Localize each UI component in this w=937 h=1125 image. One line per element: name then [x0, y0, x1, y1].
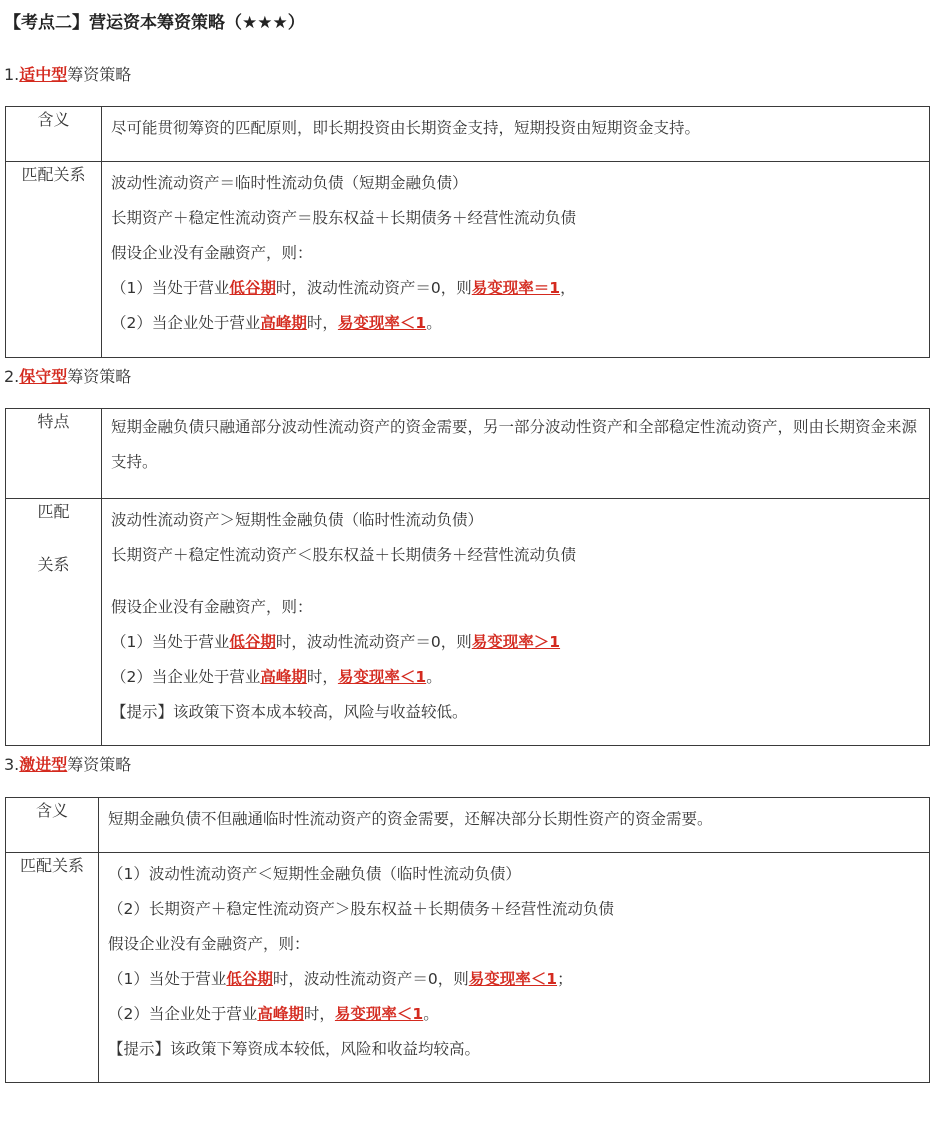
- strategy-name: 激进型: [19, 755, 68, 774]
- tip-line: 【提示】该政策下资本成本较高，风险与收益较低。: [111, 703, 468, 721]
- section-heading-moderate: [4, 62, 131, 85]
- assumption-line: 假设企业没有金融资产，则：: [111, 244, 313, 262]
- moderate-strategy-table: [5, 106, 930, 358]
- formula-line: 波动性流动资产＝临时性流动负债（短期金融负债）: [111, 174, 468, 192]
- trough-line: （1）当处于营业低谷期时，波动性流动资产＝0，则易变现率＞1: [111, 633, 561, 651]
- strategy-name: 保守型: [19, 367, 68, 386]
- strategy-name: 适中型: [19, 65, 68, 84]
- meaning-label: 含义: [6, 107, 102, 162]
- peak-line: （2）当企业处于营业高峰期时，易变现率＜1。: [111, 668, 442, 686]
- section-suffix: 筹资策略: [67, 65, 132, 84]
- formula-line: 长期资产＋稳定性流动资产＜股东权益＋长期债务＋经营性流动负债: [111, 546, 577, 564]
- tip-line: 【提示】该政策下筹资成本较低，风险和收益均较高。: [108, 1040, 481, 1058]
- feature-text: 短期金融负债只融通部分波动性流动资产的资金需要，另一部分波动性资产和全部稳定性流动资产，则由长期资金来源支持。: [111, 418, 918, 471]
- feature-label: 特点: [6, 409, 102, 499]
- meaning-text: 尽可能贯彻筹资的匹配原则，即长期投资由长期资金支持，短期投资由短期资金支持。: [111, 119, 701, 137]
- section-number: 1.: [4, 65, 20, 84]
- peak-line: （2）当企业处于营业高峰期时，易变现率＜1。: [111, 314, 442, 332]
- assumption-line: 假设企业没有金融资产，则：: [111, 598, 313, 616]
- formula-line: 波动性流动资产＞短期性金融负债（临时性流动负债）: [111, 511, 484, 529]
- section-number: 3.: [4, 755, 20, 774]
- formula-line: （2）长期资产＋稳定性流动资产＞股东权益＋长期债务＋经营性流动负债: [108, 900, 614, 918]
- aggressive-strategy-table: [5, 797, 930, 1083]
- section-suffix: 筹资策略: [67, 755, 132, 774]
- trough-line: （1）当处于营业低谷期时，波动性流动资产＝0，则易变现率＝1，: [111, 279, 576, 297]
- formula-line: 长期资产＋稳定性流动资产＝股东权益＋长期债务＋经营性流动负债: [111, 209, 577, 227]
- section-number: 2.: [4, 367, 20, 386]
- page-title: 【考点二】营运资本筹资策略（★★★）: [4, 13, 305, 33]
- section-heading-conservative: [4, 364, 131, 387]
- section-heading-aggressive: [4, 752, 131, 775]
- matching-label: 匹配关系: [6, 162, 102, 358]
- conservative-strategy-table: [5, 408, 930, 746]
- matching-label: 匹配关系: [6, 853, 99, 1083]
- peak-line: （2）当企业处于营业高峰期时，易变现率＜1。: [108, 1005, 439, 1023]
- meaning-label: 含义: [6, 798, 99, 853]
- formula-line: （1）波动性流动资产＜短期性金融负债（临时性流动负债）: [108, 865, 521, 883]
- assumption-line: 假设企业没有金融资产，则：: [108, 935, 310, 953]
- trough-line: （1）当处于营业低谷期时，波动性流动资产＝0，则易变现率＜1；: [108, 970, 573, 988]
- section-suffix: 筹资策略: [67, 367, 132, 386]
- meaning-text: 短期金融负债不但融通临时性流动资产的资金需要，还解决部分长期性资产的资金需要。: [108, 810, 713, 828]
- matching-label: 匹配 关系: [6, 499, 102, 746]
